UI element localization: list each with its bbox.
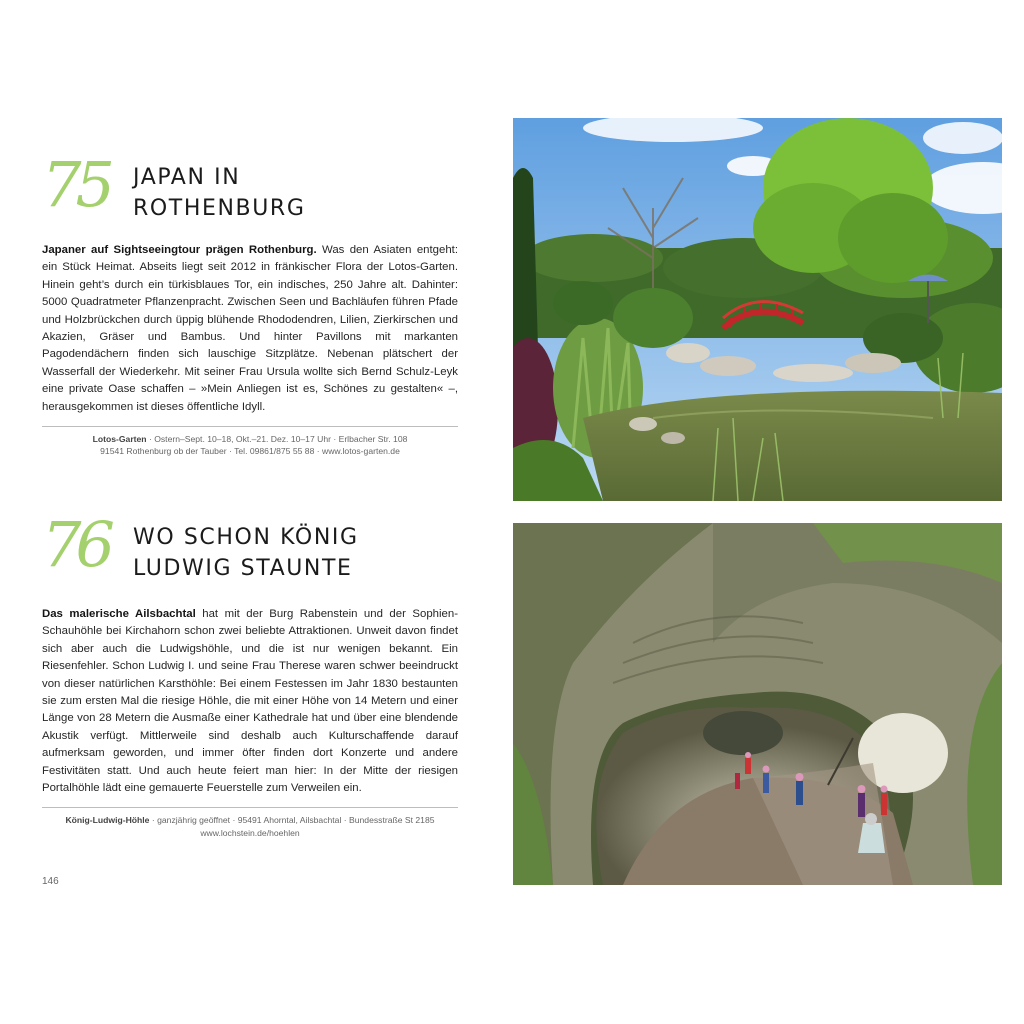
divider <box>42 426 458 427</box>
garden-photo <box>513 118 1002 501</box>
entry-title <box>133 522 359 584</box>
entry-header <box>42 150 458 232</box>
body-text: hat mit der Burg Rabenstein und der Sophien-Schauhöhle bei Kirchahorn schon zwei beliebte Attraktionen. Unweit davon findet sich aber auch die Ludwigshöhle, und die ist nur wenigen bekannt. Ein Riesenfehler. Schon Ludwig I. und seine Frau Therese waren schwer beeindruckt von dieser natürlichen Karsthöhle: Bei einem Festessen im Jahr 1830 bestaunten sie zum ersten Mal die riesige Höhle, die mit einer Höhe von 14 Metern und einer Länge von 28 Metern die Ausmaße einer Kathedrale hat und über eine blendende Akustik verfügt. Mittlerweile sind deshalb auch Kulturschaffende darauf aufmerksam geworden, und immer öfter finden dort Konzerte und andere Festivitäten statt. Und auch heute feiert man hier: In der Mitte der riesigen Portalhöhle lädt eine gemauerte Feuerstelle zum Verweilen ein. <box>42 608 458 795</box>
info-box <box>42 814 458 838</box>
entry-title <box>133 162 305 224</box>
info-details: · Ostern–Sept. 10–18, Okt.–21. Dez. 10–17 Uhr · Erlbacher Str. 108 <box>146 434 408 445</box>
info-name: König-Ludwig-Höhle <box>65 815 150 826</box>
entry-76 <box>42 510 458 839</box>
cave-photo <box>513 523 1002 885</box>
info-line <box>42 814 458 826</box>
title-line: ROTHENBURG <box>133 196 306 221</box>
divider <box>42 807 458 808</box>
lead-in: Japaner auf Sightseeingtour prägen Rothenburg. <box>42 244 317 256</box>
info-line: 91541 Rothenburg ob der Tauber · Tel. 09861/875 55 88 · www.lotos-garten.de <box>100 446 400 457</box>
info-line <box>42 433 458 445</box>
info-box <box>42 433 458 457</box>
title-line: JAPAN IN <box>133 165 241 190</box>
entry-75 <box>42 150 458 457</box>
body-text: Was den Asiaten entgeht: ein Stück Heimat. Abseits liegt seit 2012 in fränkischer Flora der Lotos-Garten. Hinein geht’s durch ein türkisblaues Tor, ein indisches, 250 Jahre alt. Dahinter: 5000 Quadratmeter Pflanzenpracht. Zwischen Seen und Bachläufen führen Pfade und Holzbrückchen durch üppig blühende Rhododendren, Lilien, Zierkirschen und Akazien, Gräser und Bambus. Und hinter Pavillons mit markanten Pagodendächern finden sich lauschige Sitzplätze. Nebenan plätschert der Wasserfall der Wiederkehr. Mit seiner Frau Ursula wollte sich Bernd Schulz-Leyk eine private Oase schaffen – »Mein Anliegen ist es, Schönes zu gestalten« –, herausgekommen ist dieses öffentliche Idyll. <box>42 244 458 413</box>
info-line: www.lochstein.de/hoehlen <box>200 827 300 838</box>
entry-body <box>42 606 458 797</box>
info-name: Lotos-Garten <box>92 434 147 445</box>
title-line: WO SCHON KÖNIG <box>133 525 359 550</box>
entry-number: 76 <box>42 508 109 581</box>
entry-body <box>42 242 458 416</box>
page-number: 146 <box>42 876 59 887</box>
entry-number: 75 <box>42 148 109 221</box>
info-details: · ganzjährig geöffnet · 95491 Ahorntal, Ailsbachtal · Bundesstraße St 2185 <box>149 815 435 826</box>
lead-in: Das malerische Ailsbachtal <box>42 608 196 620</box>
entry-header <box>42 510 458 592</box>
title-line: LUDWIG STAUNTE <box>133 556 353 581</box>
